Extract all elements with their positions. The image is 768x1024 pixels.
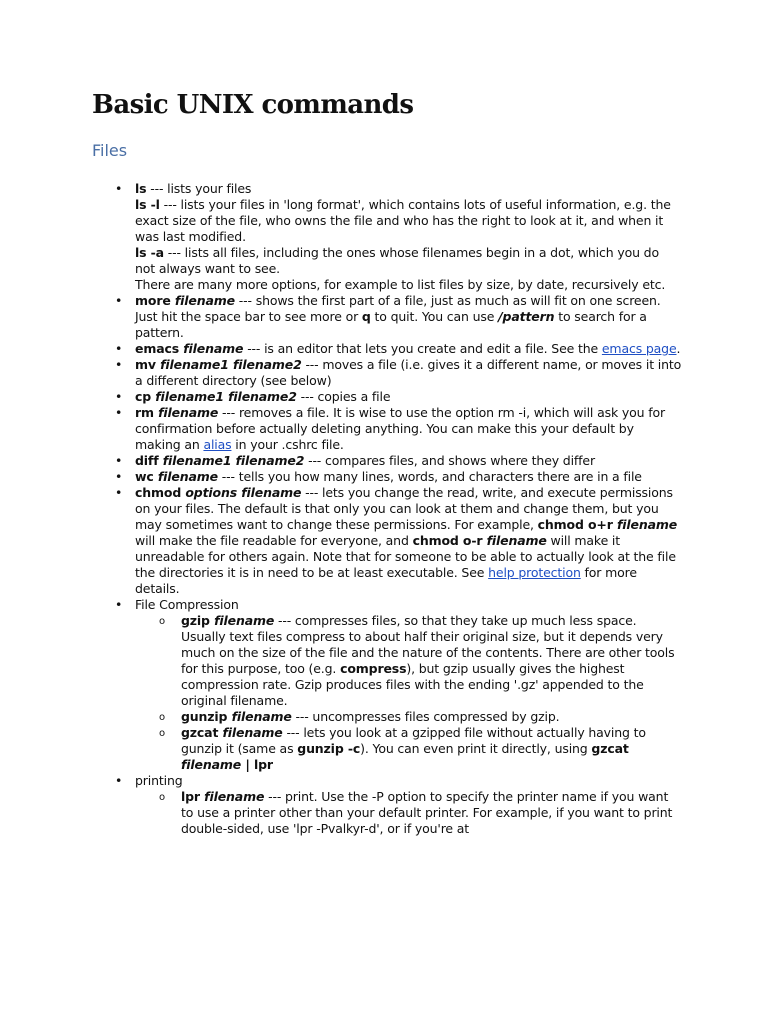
command-name: gzcat — [591, 741, 629, 756]
command-argument: filename — [157, 469, 218, 484]
command-argument: filename — [486, 533, 547, 548]
command-name: ls -a — [135, 245, 164, 260]
description-text: --- shows the first part of a file, just as much as will fit on one screen. Just hit the space bar to see more or — [135, 293, 661, 324]
command-name: chmod o-r — [412, 533, 487, 548]
sub-list-item — [181, 789, 682, 837]
description-text: --- compresses files, so that they take up much less space. Usually text files compress to about half their original size, but it depends very much on the size of the file and the nature of the contents. There are other tools for this purpose, too (e.g. — [181, 613, 675, 676]
command-name: ls — [135, 181, 147, 196]
section-heading-files: Files — [92, 141, 128, 160]
command-argument: /pattern — [498, 309, 555, 324]
description-text: --- lets you change the read, write, and execute permissions on your files. The default is that only you can look at them and change them, but you may sometimes want to change these permissions. For example, — [135, 485, 673, 532]
command-name: compress — [340, 661, 407, 676]
command-argument: filename1 filename2 — [155, 389, 297, 404]
description-text: --- lists all files, including the ones whose filenames begin in a dot, which you do not always want to see. — [135, 245, 659, 276]
command-name: more — [135, 293, 175, 308]
description-text: for more details. — [135, 565, 637, 596]
command-name: diff — [135, 453, 163, 468]
command-argument: filename — [174, 293, 235, 308]
command-name: chmod — [135, 485, 186, 500]
command-name: wc — [135, 469, 158, 484]
command-argument: filename1 filename2 — [162, 453, 305, 468]
description-text: --- is an editor that lets you create and edit a file. See the — [243, 341, 602, 356]
list-item — [135, 597, 682, 773]
help-link[interactable]: emacs page — [601, 341, 677, 356]
description-text: to search for a pattern. — [135, 309, 647, 340]
help-link[interactable]: help protection — [488, 565, 581, 580]
command-name: | lpr — [241, 757, 273, 772]
description-text: ). You can even print it directly, using — [360, 741, 592, 756]
description-text: --- moves a file (i.e. gives it a different name, or moves it into a different directory (see below) — [135, 357, 682, 388]
sub-list-item — [181, 725, 682, 773]
list-item — [135, 341, 682, 357]
description-text: File Compression — [135, 597, 239, 612]
command-name: emacs — [135, 341, 184, 356]
command-name: ls -l — [135, 197, 160, 212]
list-item — [135, 293, 682, 341]
command-argument: filename — [181, 757, 242, 772]
command-list — [92, 181, 682, 837]
command-name: gzip — [181, 613, 215, 628]
command-name: cp — [135, 389, 156, 404]
list-item — [135, 453, 682, 469]
list-item — [135, 389, 682, 405]
command-argument: filename1 filename2 — [160, 357, 302, 372]
sub-list-item — [181, 709, 682, 725]
description-text: --- copies a file — [296, 389, 391, 404]
command-list-container — [92, 181, 682, 837]
page-title: Basic UNIX commands — [92, 90, 414, 120]
command-argument: filename — [183, 341, 244, 356]
command-name: gunzip — [181, 709, 232, 724]
list-item — [135, 469, 682, 485]
description-text: printing — [135, 773, 183, 788]
command-name: lpr — [181, 789, 205, 804]
sub-list — [135, 789, 682, 837]
list-item — [135, 357, 682, 389]
help-link[interactable]: alias — [203, 437, 232, 452]
description-text: --- compares files, and shows where they differ — [304, 453, 595, 468]
description-text: --- uncompresses files compressed by gzip. — [291, 709, 560, 724]
description-text: There are many more options, for example to list files by size, by date, recursively etc. — [135, 277, 666, 292]
description-text: will make the file readable for everyone, and — [135, 533, 413, 548]
command-argument: filename — [222, 725, 283, 740]
list-item — [135, 773, 682, 837]
description-text: to quit. You can use — [370, 309, 499, 324]
list-item — [135, 485, 682, 597]
command-name: chmod o+r — [537, 517, 617, 532]
command-argument: filename — [214, 613, 275, 628]
list-item — [135, 405, 682, 453]
description-text: in your .cshrc file. — [231, 437, 344, 452]
description-text: --- lists your files in 'long format', which contains lots of useful information, e.g. the exact size of the file, who owns the file and who has the right to look at it, and when it was last modified. — [135, 197, 671, 244]
description-text: --- removes a file. It is wise to use the option rm -i, which will ask you for confirmation before actually deleting anything. You can make this your default by making an — [135, 405, 665, 452]
command-name: mv — [135, 357, 161, 372]
description-text: ), but gzip usually gives the highest compression rate. Gzip produces files with the ending '.gz' appended to the original filename. — [181, 661, 644, 708]
description-text: --- lists your files — [146, 181, 252, 196]
command-argument: options filename — [185, 485, 302, 500]
description-text: --- tells you how many lines, words, and characters there are in a file — [217, 469, 642, 484]
command-name: q — [361, 309, 371, 324]
command-argument: filename — [616, 517, 678, 532]
command-argument: filename — [158, 405, 219, 420]
command-name: rm — [135, 405, 159, 420]
command-name: gunzip -c — [297, 741, 361, 756]
command-argument: filename — [204, 789, 265, 804]
description-text: --- lets you look at a gzipped file without actually having to gunzip it (same as — [181, 725, 646, 756]
command-name: gzcat — [181, 725, 223, 740]
list-item — [135, 181, 682, 293]
description-text: --- print. Use the -P option to specify the printer name if you want to use a printer other than your default printer. For example, if you want to print double-sided, use 'lpr -Pvalkyr-d', or if you're at — [181, 789, 673, 836]
sub-list — [135, 613, 682, 773]
sub-list-item — [181, 613, 682, 709]
description-text: will make it unreadable for others again. Note that for someone to be able to actually look at the file the directories it is in need to be at least executable. See — [135, 533, 676, 580]
command-argument: filename — [231, 709, 292, 724]
description-text: . — [676, 341, 681, 356]
